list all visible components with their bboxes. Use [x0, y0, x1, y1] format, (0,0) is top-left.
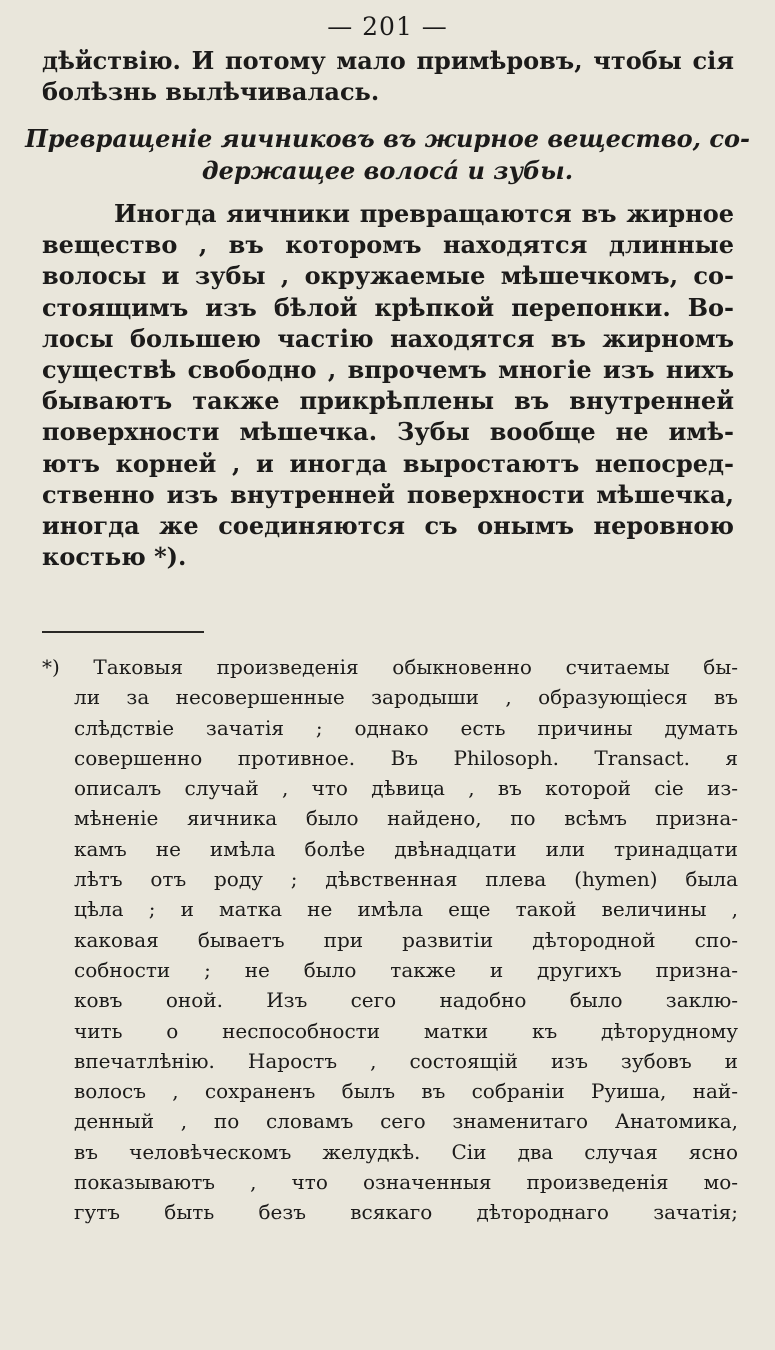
text-line: иногда же соединяются съ онымъ неровною: [42, 511, 734, 541]
footnote-line: цѣла ; и матка не имѣла еще такой величины ,: [74, 897, 738, 922]
footnote-line: слѣдствіе зачатія ; однако есть причины думать: [74, 715, 738, 740]
text-line: болѣзнь вылѣчивалась.: [42, 77, 380, 106]
footnote-line: ковъ оной. Изъ сего надобно было заклю-: [74, 988, 738, 1013]
text-line: волосы и зубы , окружаемые мѣшечкомъ, со-: [42, 261, 734, 291]
text-line: бываютъ также прикрѣплены въ внутренней: [42, 386, 734, 416]
footnote-line: гутъ быть безъ всякаго дѣтороднаго зачатія;: [74, 1200, 738, 1225]
intro-paragraph: [42, 45, 734, 107]
footnote-line: мѣненіе яичника было найдено, по всѣмъ призна-: [74, 806, 738, 831]
text-line: существѣ свободно , впрочемъ многіе изъ нихъ: [42, 355, 734, 385]
footnote-line: камъ не имѣла болѣе двѣнадцати или тринадцати: [74, 836, 738, 861]
text-line: вещество , въ которомъ находятся длинные: [42, 230, 734, 260]
footnote-line: описалъ случай , что дѣвица , въ которой сіе из-: [74, 776, 738, 801]
footnote: [42, 652, 738, 1228]
footnote-line: *) Таковыя произведенія обыкновенно считаемы бы-: [42, 655, 738, 679]
text-line: лосы большею частію находятся въ жирномъ: [42, 323, 734, 353]
text-line: стоящимъ изъ бѣлой крѣпкой перепонки. Во-: [42, 292, 734, 322]
text-line: поверхности мѣшечка. Зубы вообще не имѣ-: [42, 417, 734, 447]
page-number: — 201 —: [327, 12, 448, 41]
text-line: костью *).: [42, 542, 187, 572]
footnote-divider: [42, 631, 204, 633]
heading-line: Превращеніе яичниковъ въ жирное вещество, со-: [25, 124, 750, 153]
footnote-line: каковая бываетъ при развитіи дѣтородной спо-: [74, 927, 738, 952]
footnote-line: показываютъ , что означенныя произведенія мо-: [74, 1170, 738, 1195]
footnote-line: въ человѣческомъ желудкѣ. Сіи два случая ясно: [74, 1139, 738, 1164]
text-line: Иногда яичники превращаются въ жирное: [114, 199, 734, 228]
heading-line: держащее волосá и зубы.: [201, 156, 574, 185]
footnote-line: собности ; не было также и другихъ призна-: [74, 957, 738, 982]
section-heading: [0, 123, 775, 187]
footnote-line: волосъ , сохраненъ былъ въ собраніи Руиша, най-: [74, 1079, 738, 1104]
footnote-line: чить о неспособности матки къ дѣторудному: [74, 1018, 738, 1043]
footnote-line: ли за несовершенные зародыши , образующіеся въ: [74, 685, 738, 710]
footnote-line: впечатлѣнію. Наростъ , состоящій изъ зубовъ и: [74, 1048, 738, 1073]
footnote-line: лѣтъ отъ роду ; дѣвственная плева (hymen) была: [74, 867, 738, 892]
text-line: ственно изъ внутренней поверхности мѣшечка,: [42, 479, 734, 509]
footnote-line: денный , по словамъ сего знаменитаго Анатомика,: [74, 1109, 738, 1134]
text-line: дѣйствію. И потому мало примѣровъ, чтобы сія: [42, 46, 734, 75]
footnote-line: совершенно противное. Въ Philosoph. Transact. я: [74, 745, 738, 770]
body-paragraph: [42, 198, 734, 572]
text-line: ютъ корней , и иногда выростаютъ непосред-: [42, 448, 734, 478]
